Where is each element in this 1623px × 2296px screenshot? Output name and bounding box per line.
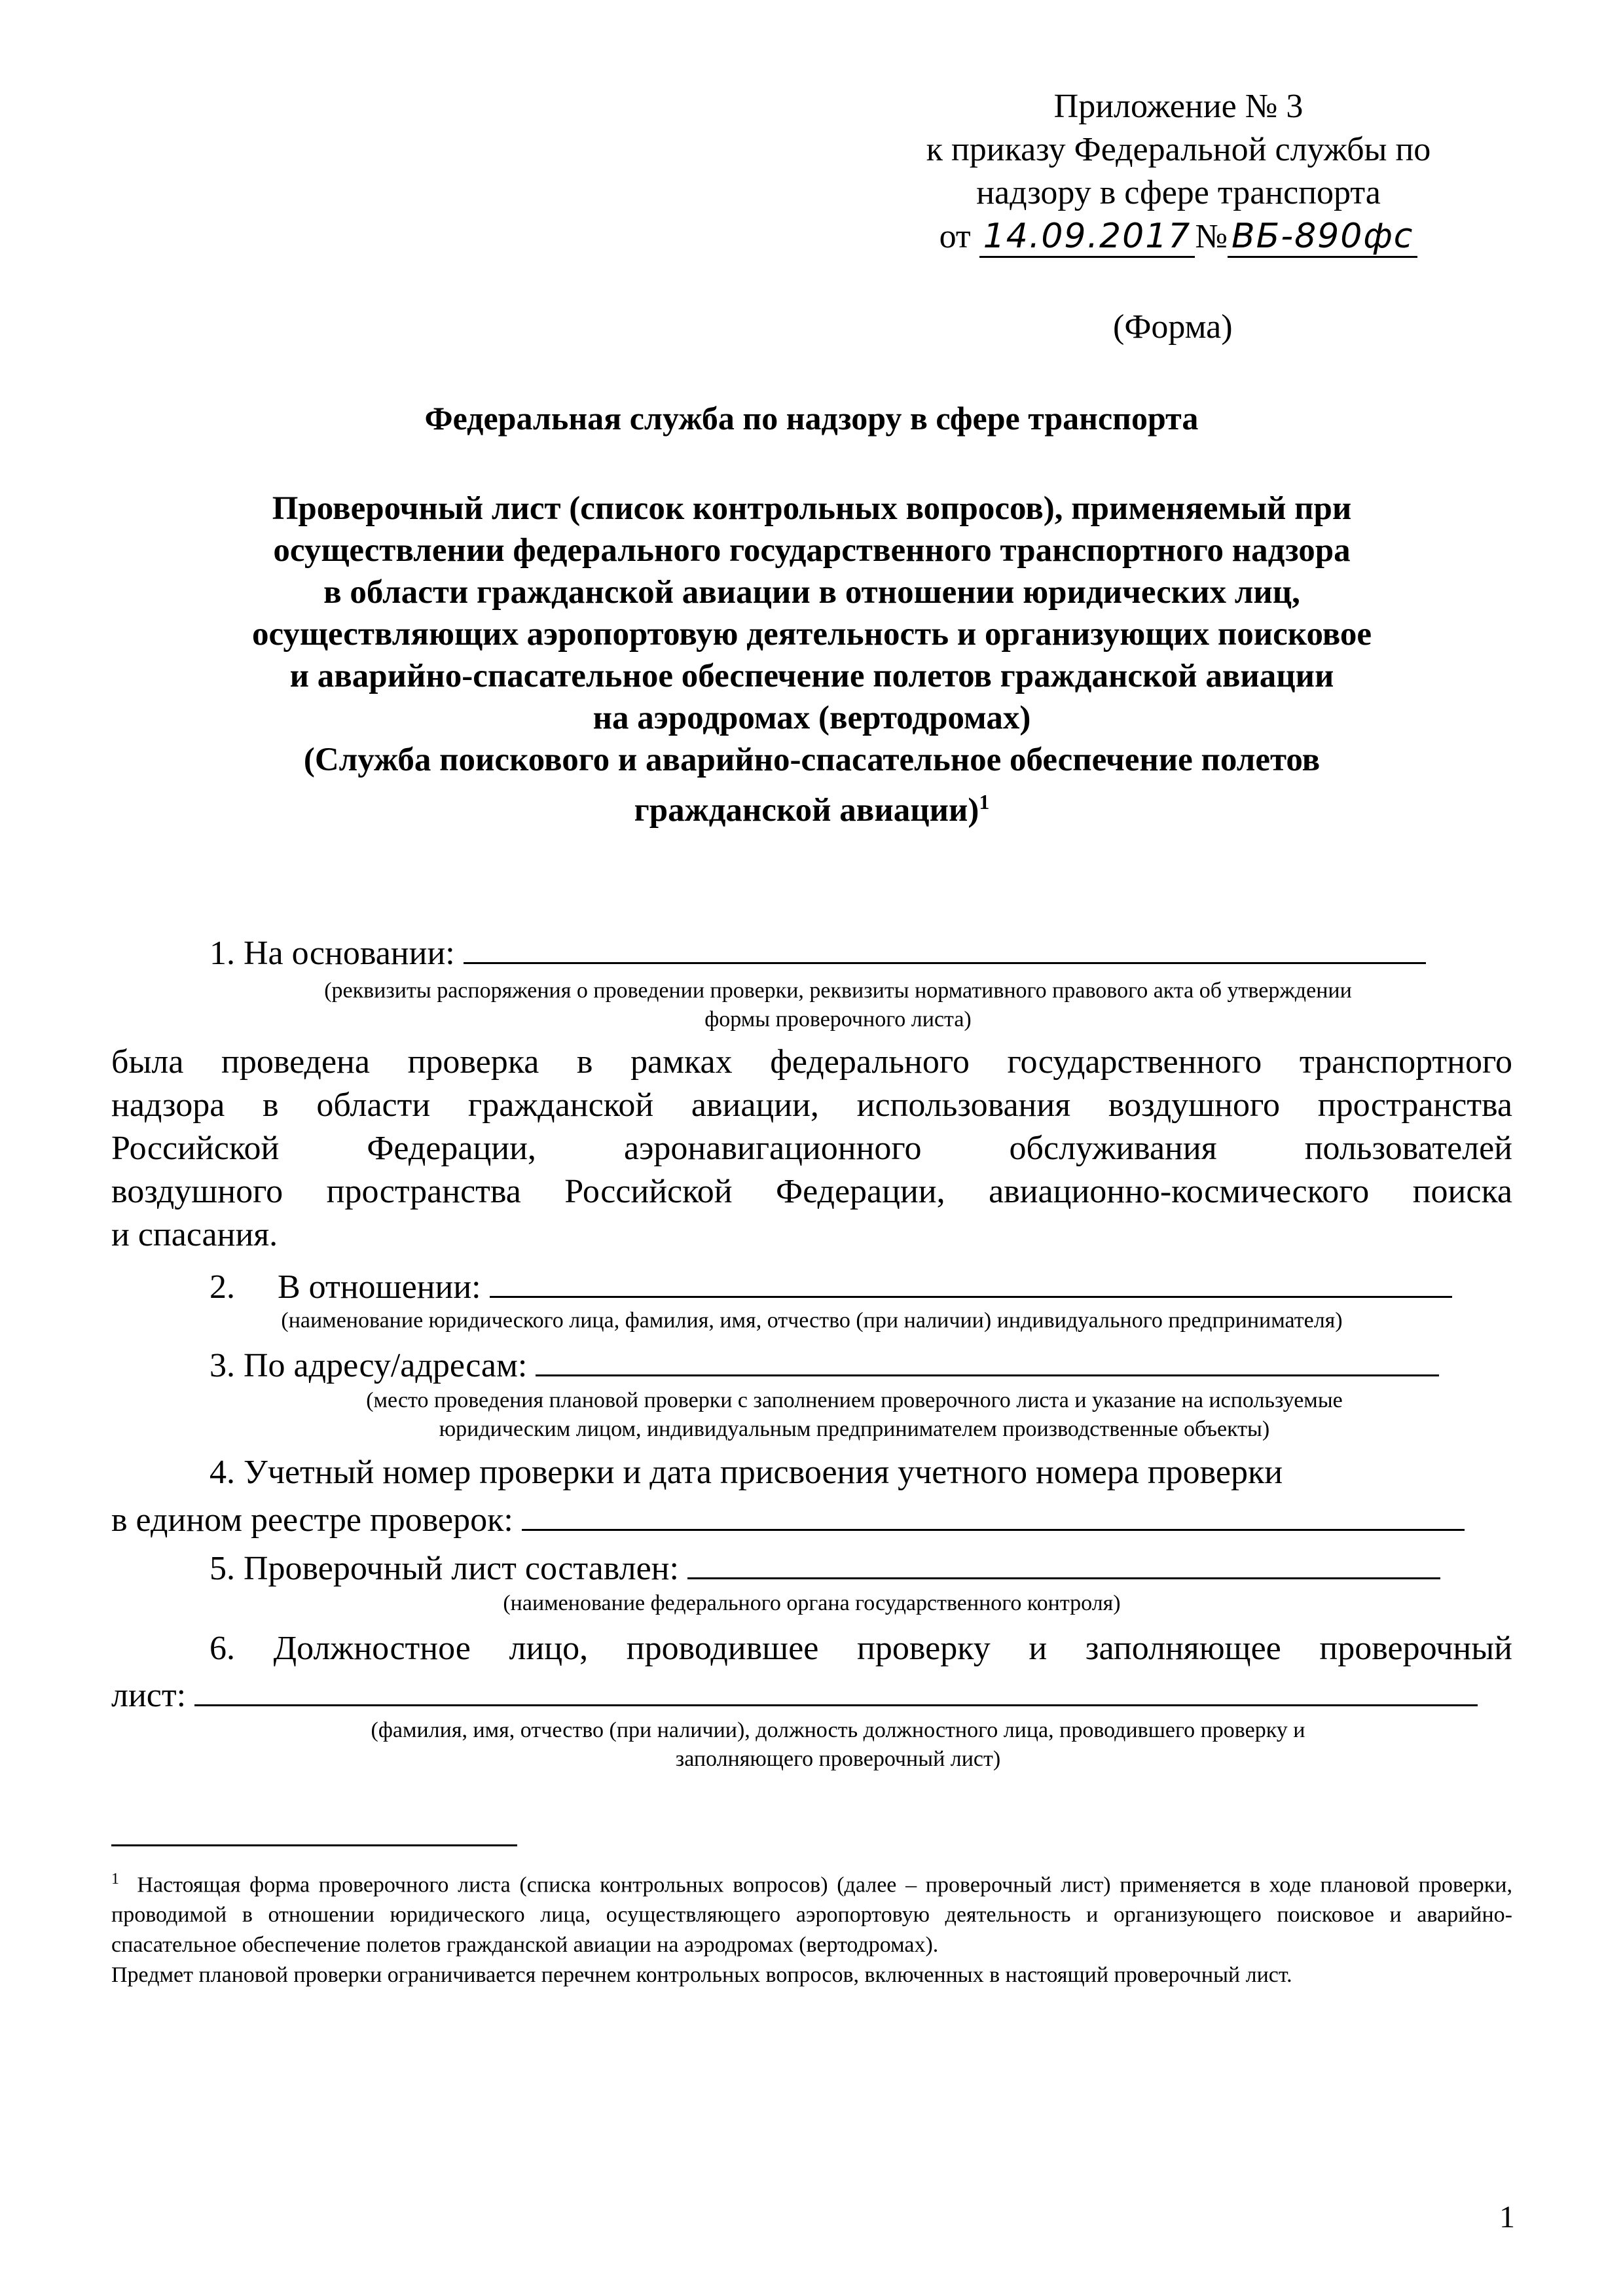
address-input-line[interactable] <box>536 1342 1439 1376</box>
page-number: 1 <box>1499 2200 1515 2234</box>
item-6-note: (фамилия, имя, отчество (при наличии), должность должностного лица, проводившего проверку и заполняющего проверочный лист) <box>371 1718 1305 1771</box>
item-3-note: (место проведения плановой проверки с заполнением проверочного листа и указание на используемые юридическим лицом, индивидуальным предпринимателем производственные объекты) <box>366 1388 1343 1441</box>
item-4-registry-line1: 4. Учетный номер проверки и дата присвоения учетного номера проверки <box>210 1454 1283 1491</box>
title-line: в области гражданской авиации в отношении юридических лиц, <box>323 574 1300 611</box>
item-5-label: 5. Проверочный лист составлен: <box>210 1550 679 1587</box>
item-5-compiled-by <box>210 1545 1440 1590</box>
item-6-official-line2: лист: <box>111 1672 1478 1717</box>
title-line: и аварийно-спасательное обеспечение полетов гражданской авиации <box>289 658 1334 694</box>
order-date-number <box>851 215 1506 259</box>
footnote-separator <box>111 1844 517 1846</box>
item-4-registry-line2: в едином реестре проверок: <box>111 1496 1465 1541</box>
item-3-address <box>210 1342 1439 1387</box>
order-reference-line2: надзору в сфере транспорта <box>976 174 1381 211</box>
title-line: Проверочный лист (список контрольных вопросов), применяемый при <box>272 490 1352 527</box>
item-2-note: (наименование юридического лица, фамилия, имя, отчество (при наличии) индивидуального предпринимателя) <box>281 1308 1343 1333</box>
footnote-text-1: $^1$ Настоящая форма проверочного листа (списка контрольных вопросов) (далее – проверочный лист) применяется в ходе плановой проверки, проводимой в отношении юридического лица, осуществляющего аэропортовую деятельность и организующего поисковое и аварийно-спасательное обеспечение полетов гражданской авиации на аэродромах (вертодромах). <box>111 1871 1513 1958</box>
basis-input-line[interactable] <box>464 929 1426 964</box>
footnote <box>111 1864 1512 1990</box>
number-sign: № <box>1195 218 1228 255</box>
registry-number-input-line[interactable] <box>522 1496 1465 1531</box>
document-title <box>157 488 1467 831</box>
title-line: (Служба поискового и аварийно-спасательное обеспечение полетов <box>303 742 1321 778</box>
date-prefix: от <box>939 218 971 255</box>
subject-input-line[interactable] <box>490 1263 1452 1298</box>
footnote-text-2: Предмет плановой проверки ограничивается перечнем контрольных вопросов, включенных в настоящий проверочный лист. <box>111 1963 1292 1988</box>
agency-title: Федеральная служба по надзору в сфере транспорта <box>424 400 1199 437</box>
annex-number: Приложение № 3 <box>1053 88 1304 125</box>
item-1-body: была проведена проверка в рамках федерального государственного транспортного надзора в области гражданской авиации, использования воздушного пространства Российской Федерации, аэронавигационного обслуживания пользователей воздушного пространства Российской Федерации, авиационно-космического поиска и спасания. <box>111 1043 1512 1253</box>
annex-header <box>851 85 1506 259</box>
item-6-official-line1: 6. Должностное лицо, проводившее проверку и заполняющее проверочный <box>210 1630 1512 1667</box>
title-line: осуществлении федерального государственного транспортного надзора <box>273 532 1351 569</box>
official-input-line[interactable] <box>194 1672 1478 1706</box>
handwritten-order-number: ВБ-890фс <box>1228 217 1417 258</box>
handwritten-date: 14.09.2017 <box>979 217 1195 258</box>
compiled-by-input-line[interactable] <box>687 1545 1440 1579</box>
item-2-label: 2. В отношении: <box>210 1268 481 1306</box>
item-1-note: (реквизиты распоряжения о проведении проверки, реквизиты нормативного правового акта об утверждении формы проверочного листа) <box>324 978 1352 1031</box>
title-line: гражданской авиации)$^1$ <box>634 790 990 829</box>
form-label: (Форма) <box>1113 308 1233 346</box>
title-line: на аэродромах (вертодромах) <box>593 700 1031 736</box>
item-3-label: 3. По адресу/адресам: <box>210 1347 528 1384</box>
footnote-reference: 1 <box>979 790 990 814</box>
item-2-subject <box>210 1263 1452 1308</box>
item-5-note: (наименование федерального органа государственного контроля) <box>503 1591 1121 1615</box>
title-line: осуществляющих аэропортовую деятельность и организующих поисковое <box>251 616 1372 653</box>
item-1-basis <box>210 929 1426 975</box>
item-1-label: 1. На основании: <box>210 935 455 972</box>
order-reference-line1: к приказу Федеральной службы по <box>926 131 1431 168</box>
footnote-mark: 1 <box>111 1871 119 1888</box>
